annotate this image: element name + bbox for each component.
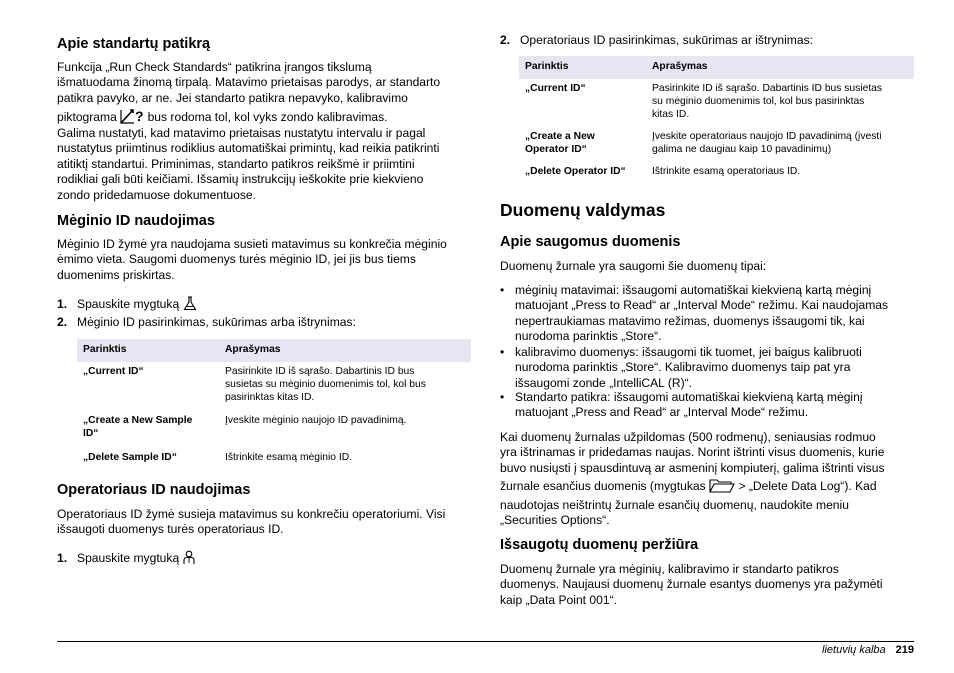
list-item-text [515, 390, 863, 421]
operator-step-2 [500, 33, 813, 48]
heading-data-management: Duomenų valdymas [500, 200, 666, 220]
option-cell [77, 448, 219, 470]
step-number: 1. [57, 551, 68, 565]
text-line: Galima nustatyti, kad matavimo prietaisas nustatytu intervalu ir pagal [57, 126, 426, 140]
text-line: „Securities Options“. [500, 513, 610, 528]
description-cell [219, 411, 471, 448]
option-cell [77, 362, 219, 411]
table-header-row [77, 339, 471, 362]
option-cell [519, 162, 646, 184]
sample-id-table [77, 339, 471, 470]
operator-step-1 [57, 550, 195, 569]
text-segment: > „Delete Data Log“). Kad [738, 479, 877, 494]
text-line: Duomenų žurnale yra saugomi šie duomenų tipai: [500, 259, 767, 273]
heading-operator-id: Operatoriaus ID naudojimas [57, 482, 251, 498]
cell-line: Ištrinkite esamą mėginio ID. [225, 452, 353, 463]
heading-standards: Apie standartų patikrą [57, 36, 211, 52]
text-line: Operatoriaus ID žymė susieja matavimus su konkrečiu operatoriumi. Visi [57, 507, 446, 521]
text-line: rodikliai gali būti keičiami. Išsamių instrukcijų ieškokite prie kiekvieno [57, 172, 424, 187]
page-number: 219 [895, 644, 914, 656]
heading-sample-id: Mėginio ID naudojimas [57, 213, 215, 229]
text-line: Mėginio ID žymė yra naudojama susieti matavimus su konkrečia mėginio [57, 237, 447, 251]
text-line: kaip „Data Point 001“. [500, 592, 617, 607]
cell-line: kitas ID. [652, 108, 690, 120]
footer-divider [57, 641, 914, 642]
step-number: 2. [57, 315, 68, 329]
cell-line: su mėginio duomenimis tol, kol bus pasirinktas [652, 95, 865, 107]
cell-line: „Create a New Sample [83, 415, 193, 426]
text-line: duomenims priskirtas. [57, 267, 175, 282]
text-line: Funkcija „Run Check Standards“ patikrina įrangos tikslumą [57, 60, 372, 74]
step-number: 1. [57, 297, 68, 311]
text-line: kalibravimo duomenys: išsaugomi tik tuomet, jei baigus kalibruoti [515, 345, 862, 359]
heading-review-saved: Išsaugotų duomenų peržiūra [500, 537, 699, 553]
table-row [77, 362, 471, 411]
table-header-row [519, 56, 914, 79]
footer-language: lietuvių kalba [822, 644, 886, 656]
description-cell [219, 448, 471, 470]
table-row [77, 411, 471, 448]
table-row [519, 127, 914, 162]
text-line: Kai duomenų žurnalas užpildomas (500 rodmenų), seniausias rodmuo [500, 430, 876, 444]
operator-paragraph [57, 507, 472, 538]
text-segment: žurnale esančius duomenis (mygtukas [500, 479, 706, 494]
description-cell [646, 79, 914, 127]
step-text: Spauskite mygtuką [77, 297, 180, 311]
column-header: Parinktis [77, 339, 219, 362]
text-segment: piktograma [57, 110, 117, 125]
column-header: Aprašymas [646, 56, 914, 79]
cell-line: Pasirinkite ID iš sąrašo. Dabartinis ID bus susietas [652, 83, 883, 94]
review-paragraph [500, 562, 915, 608]
bullet-icon: • [500, 390, 505, 404]
cell-line: „Delete Sample ID“ [83, 452, 177, 463]
bullet-icon: • [500, 345, 505, 359]
text-line-with-icon [500, 478, 915, 497]
text-line: matuojant „Press to Read“ ar „Interval Mode“ režimu. Kai naudojamas [515, 298, 889, 313]
step-text: Operatoriaus ID pasirinkimas, sukūrimas ar ištrynimas: [520, 33, 814, 47]
list-item [500, 390, 915, 422]
table-row [77, 448, 471, 470]
text-line: buvo nusiųsti į spausdintuvą ar asmeninį kompiuterį, galima ištrinti visus [500, 460, 885, 475]
cell-line: ID“ [83, 427, 99, 439]
column-header: Parinktis [519, 56, 646, 79]
table-row [519, 79, 914, 127]
text-line: nustatytus priimtinus rodiklius automatiškai primintų, kad reikia patikrinti [57, 141, 440, 156]
text-line: nurodoma parinktis „Store“. [515, 329, 662, 344]
text-line: išsaugomi zonde „IntelliCAL (R)“. [515, 375, 692, 390]
cell-line: Operator ID“ [525, 143, 587, 155]
sample-paragraph [57, 237, 472, 283]
sample-step-2 [57, 315, 356, 330]
cell-line: Įveskite mėginio naujojo ID pavadinimą. [225, 415, 407, 426]
text-line: nepertraukiamas matavimo režimas, duomenys išsaugomi tik, kai [515, 313, 865, 328]
text-line: naudotojas neištrintų žurnale esančių duomenų, naudokite meniu [500, 497, 849, 512]
description-cell [219, 362, 471, 411]
cell-line: Pasirinkite ID iš sąrašo. Dabartinis ID bus [225, 366, 415, 377]
option-cell [77, 411, 219, 448]
option-cell [519, 79, 646, 127]
page-footer [822, 643, 914, 657]
cell-line: „Current ID“ [525, 83, 586, 94]
description-cell [646, 162, 914, 184]
text-line: Standarto patikra: išsaugomi automatiškai kiekvieną kartą mėginį [515, 390, 863, 404]
step-text: Spauskite mygtuką [77, 551, 180, 565]
list-item [500, 283, 915, 345]
text-segment: bus rodoma tol, kol vyks zondo kalibravimas. [147, 110, 388, 125]
list-item-text [515, 283, 888, 345]
text-line: zondo pridedamuose dokumentuose. [57, 187, 257, 202]
sample-step-1 [57, 296, 197, 315]
option-cell [519, 127, 646, 162]
cell-line: pasirinktas kitas ID. [225, 391, 315, 403]
standards-paragraph-2 [57, 126, 472, 203]
cell-line: „Current ID“ [83, 366, 144, 377]
step-number: 2. [500, 33, 511, 47]
table-row [519, 162, 914, 184]
folder-icon [709, 478, 735, 497]
cell-line: „Delete Operator ID“ [525, 166, 626, 177]
text-line: mėginių matavimai: išsaugomi automatiškai kiekvieną kartą mėginį [515, 283, 872, 297]
text-line: Duomenų žurnale yra mėginių, kalibravimo ir standarto patikros [500, 562, 839, 576]
text-line: atitiktį standartui. Priminimas, standarto patikros reikšmė ir priimtini [57, 156, 415, 171]
cell-line: susietas su mėginio duomenimis tol, kol bus [225, 378, 426, 390]
list-item-text [515, 345, 862, 391]
text-line: patikra pavyko, ar ne. Jei standarto patikra nepavyko, kalibravimo [57, 90, 408, 105]
operator-id-table [519, 56, 914, 184]
svg-text:?: ? [135, 108, 144, 125]
cell-line: „Create a New [525, 131, 595, 142]
column-header: Aprašymas [219, 339, 471, 362]
list-item [500, 345, 915, 392]
data-log-full-paragraph [500, 430, 915, 528]
description-cell [646, 127, 914, 162]
bullet-icon: • [500, 283, 505, 297]
text-line: matuojant „Press and Read“ ar „Interval Mode“ režimu. [515, 405, 809, 420]
cell-line: galima ne daugiau kaip 10 pavadinimų) [652, 143, 832, 155]
standards-paragraph-1 [57, 60, 472, 129]
step-text: Mėginio ID pasirinkimas, sukūrimas arba ištrynimas: [77, 315, 356, 329]
flask-icon [183, 296, 197, 315]
heading-saved-data: Apie saugomus duomenis [500, 234, 681, 250]
saved-intro [500, 259, 915, 274]
text-line: išmatuodama žinomą tirpalą. Matavimo prietaisas parodys, ar standarto [57, 75, 441, 90]
text-line: nurodoma parinktis „Store“. Kalibravimo duomenys taip pat yra [515, 360, 851, 375]
operator-icon [183, 550, 195, 569]
text-line: ėmimo vieta. Saugomi duomenys turės mėginio ID, jei jis bus tiems [57, 252, 416, 267]
text-line: išsaugoti duomenys turės operatoriaus ID. [57, 522, 284, 537]
text-line: yra ištrinamas ir pridedamas naujas. Norint ištrinti visus duomenis, kurie [500, 445, 885, 460]
cell-line: Ištrinkite esamą operatoriaus ID. [652, 166, 801, 177]
text-line: duomenys. Naujausi duomenų žurnale esantys duomenys yra pažymėti [500, 577, 883, 592]
cell-line: Įveskite operatoriaus naujojo ID pavadinimą (įvesti [652, 131, 882, 142]
